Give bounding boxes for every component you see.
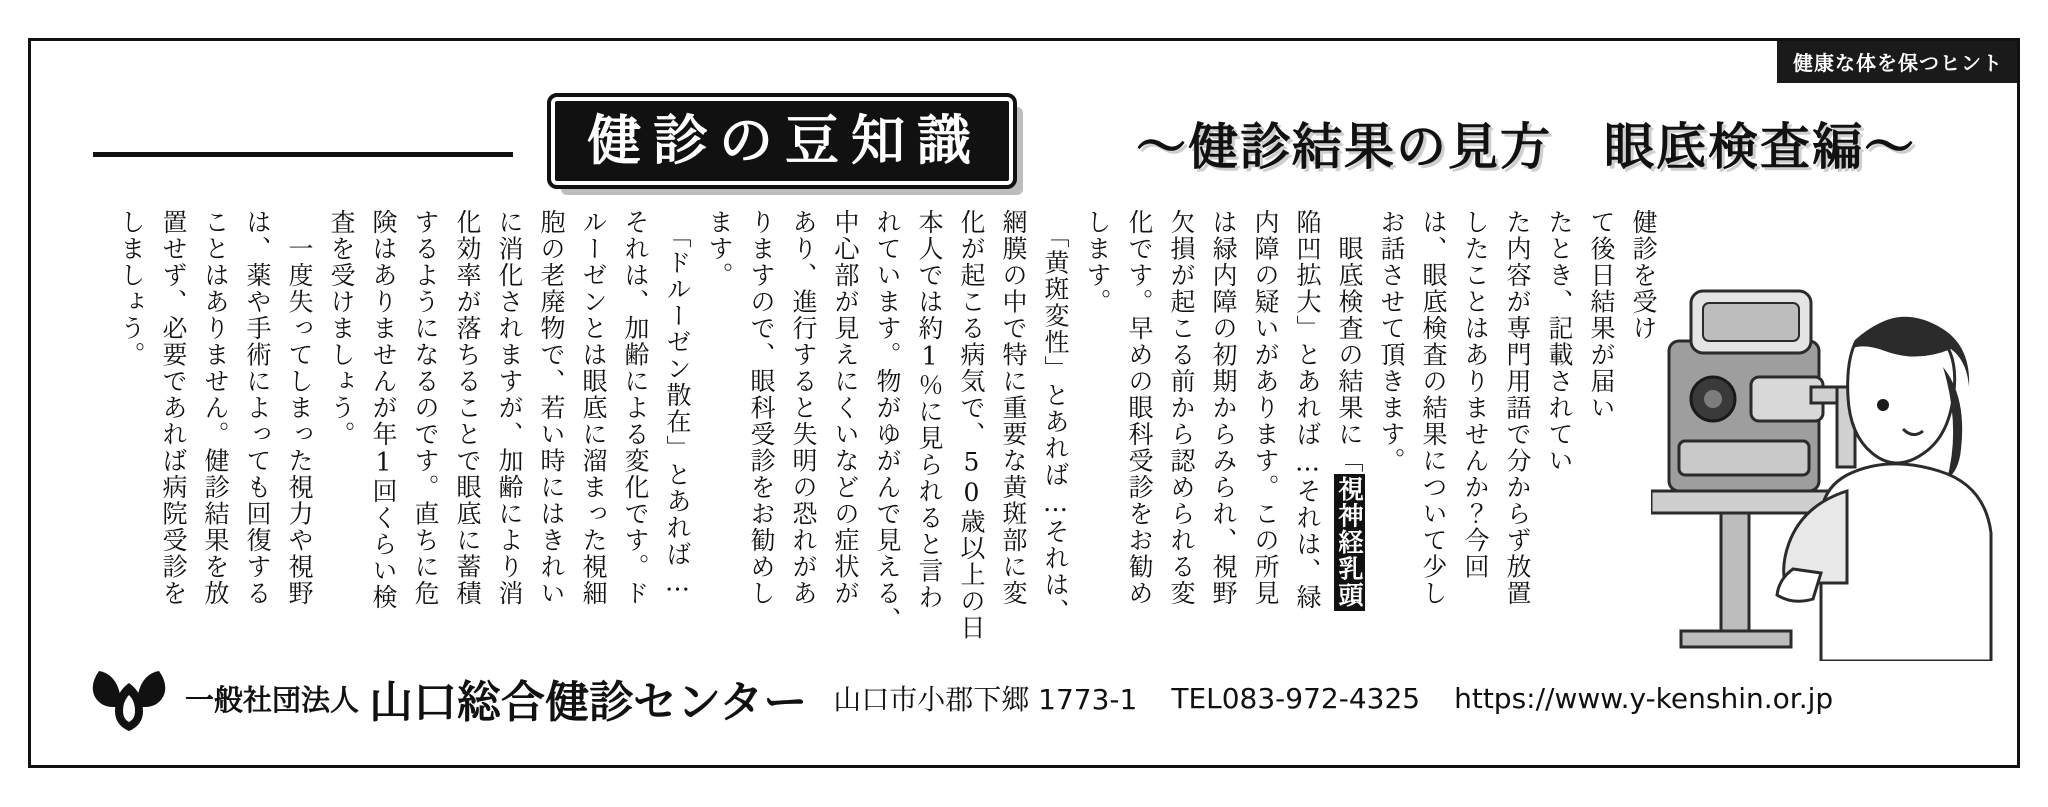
- article-column: あり、進行すると失明の恐れがあ: [789, 209, 818, 607]
- article-column: りますので、眼科受診をお勧めし: [747, 209, 776, 607]
- article-column: お話させて頂きます。: [1377, 209, 1406, 474]
- ribbon-label: 健康な体を保つヒント: [1793, 51, 2003, 75]
- article-column: します。: [1083, 209, 1112, 315]
- article-column: しましょう。: [117, 209, 146, 368]
- article-column: は、薬や手術によっても回復する: [243, 209, 272, 607]
- article-column: 眼底検査の結果に「視神経乳頭: [1335, 209, 1364, 609]
- organization-name: 山口総合健診センター: [369, 677, 808, 728]
- headline-rule: [93, 152, 513, 157]
- article-column: たとき、記載されてい: [1545, 209, 1574, 474]
- article-column: 険はありませんが年1回くらい検: [369, 209, 398, 611]
- article-column: た内容が専門用語で分からず放置: [1503, 209, 1532, 607]
- ad-frame: [28, 38, 2020, 768]
- article-column: 化効率が落ちることで眼底に蓄積: [453, 209, 482, 607]
- article-column: れています。物がゆがんで見える、: [873, 209, 902, 633]
- article-keyword: 視神経乳頭: [1335, 476, 1364, 609]
- article-column-keyword: 陥凹拡大」とあれば…それは、緑: [1293, 209, 1322, 611]
- article-column: するようになるのです。直ちに危: [411, 209, 440, 607]
- article-column: に消化されますが、加齢により消: [495, 209, 524, 607]
- article-column: ルーゼンとは眼底に溜まった視細: [579, 209, 608, 607]
- article-column: ことはありません。健診結果を放: [201, 209, 230, 607]
- article-body: [108, 209, 1662, 669]
- article-column: したことはありませんか？今回: [1461, 209, 1490, 580]
- article-column: て後日結果が届い: [1587, 209, 1616, 421]
- article-column-keyword: 「ドルーゼン散在」とあれば…: [663, 209, 692, 598]
- article-column: 健診を受け: [1629, 209, 1658, 342]
- article-column: 網膜の中で特に重要な黄斑部に変: [999, 209, 1028, 607]
- footer-contact-bar: [91, 665, 1833, 731]
- article-column: は緑内障の初期からみられ、視野: [1209, 209, 1238, 607]
- headline-title: 健診の豆知識: [587, 109, 983, 172]
- article-column: 胞の老廃物で、若い時にはきれい: [537, 209, 566, 607]
- organization-logo-icon: [91, 665, 167, 731]
- headline-row: [31, 89, 2017, 194]
- article-column: 本人では約1％に見られると言わ: [915, 209, 944, 611]
- organization-website[interactable]: https://www.y-kenshin.or.jp: [1454, 681, 1834, 715]
- organization-prefix: 一般社団法人: [185, 682, 360, 717]
- article-column: 一度失ってしまった視力や視野: [285, 209, 314, 607]
- article-column: 化です。早めの眼科受診をお勧め: [1125, 209, 1154, 607]
- fundus-exam-illustration: [1651, 191, 2011, 661]
- article-column: 内障の疑いがあります。この所見: [1251, 209, 1280, 607]
- article-column-keyword: 「黄斑変性」とあれば…それは、: [1041, 209, 1070, 625]
- headline-badge: [551, 97, 1013, 185]
- organization-telephone: TEL083-972-4325: [1171, 681, 1421, 715]
- article-column: 中心部が見えにくいなどの症状が: [831, 209, 860, 607]
- article-column: それは、加齢による変化です。ド: [621, 209, 650, 607]
- health-hint-ribbon: [1777, 41, 2017, 83]
- article-column: 置せず、必要であれば病院受診を: [159, 209, 188, 607]
- article-column: 化が起こる病気で、50歳以上の日: [957, 209, 986, 641]
- article-column: 欠損が起こる前から認められる変: [1167, 209, 1196, 607]
- article-column: は、眼底検査の結果について少し: [1419, 209, 1448, 607]
- article-column: 査を受けましょう。: [327, 209, 356, 448]
- article-column: ます。: [705, 209, 734, 289]
- headline-subtitle: 〜健診結果の見方 眼底検査編〜: [1136, 118, 1916, 176]
- organization-address: 山口市小郡下郷 1773-1: [833, 683, 1138, 716]
